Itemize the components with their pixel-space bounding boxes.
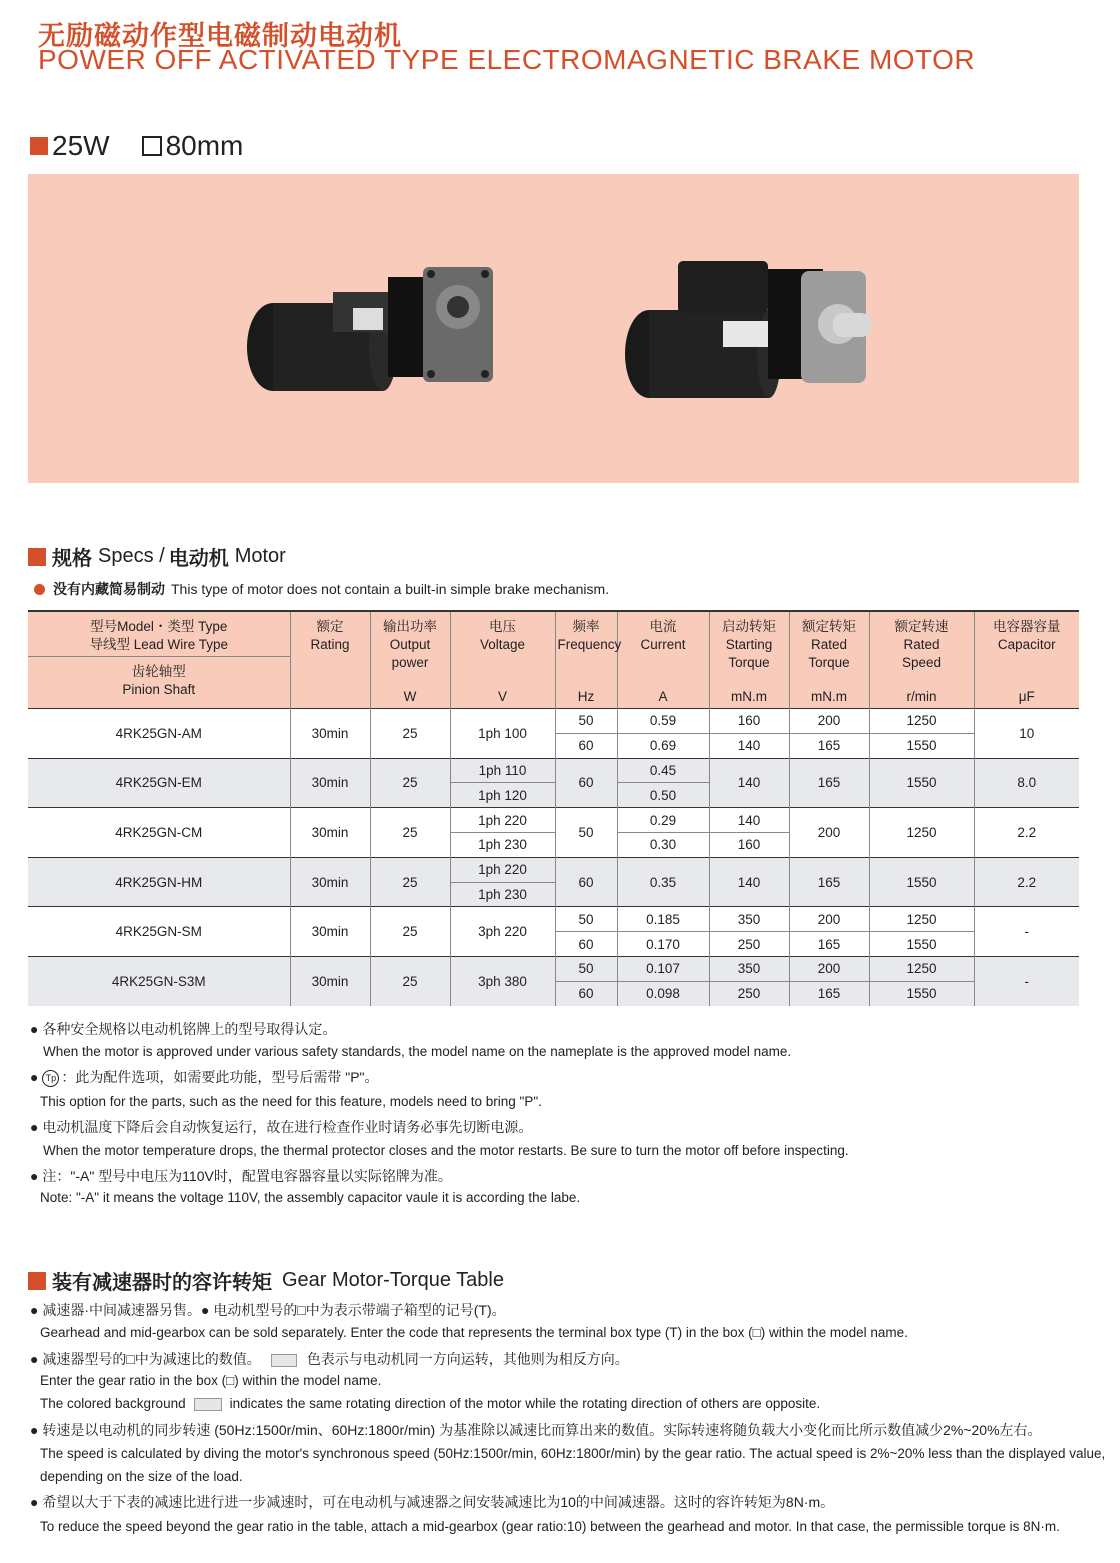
bullet-dot-icon [34,584,45,595]
current-cell: 0.50 [617,783,709,808]
footnote-1-cn: ● 各种安全规格以电动机铭牌上的型号取得认定。 [30,1021,337,1037]
output-cell: 25 [370,907,450,957]
header-voltage: 电压 Voltage V [450,611,555,709]
header-rated-torque: 额定转矩 Rated Torque mN.m [789,611,869,709]
header-current: 电流 Current A [617,611,709,709]
rated-speed-cell: 1550 [869,981,974,1005]
gear-note-2-cn: ● 减速器型号的□中为减速比的数值。 色表示与电动机同一方向运转，其他则为相反方向。 [30,1351,629,1367]
rated-torque-cell: 200 [789,907,869,932]
rated-speed-cell: 1250 [869,956,974,981]
current-cell: 0.185 [617,907,709,932]
output-cell: 25 [370,956,450,1005]
starting-torque-cell: 140 [709,808,789,833]
current-cell: 0.35 [617,857,709,907]
frequency-cell: 50 [555,709,617,734]
current-cell: 0.29 [617,808,709,833]
header-capacitor: 电容器容量 Capacitor μF [974,611,1079,709]
rating-cell: 30min [290,808,370,858]
rated-speed-cell: 1550 [869,758,974,808]
brake-note-en: This type of motor does not contain a built-in simple brake mechanism. [171,581,610,597]
motor-image-right [613,249,883,409]
rated-torque-cell: 200 [789,808,869,858]
frequency-cell: 60 [555,981,617,1005]
footnote-4-cn: ● 注："-A" 型号中电压为110V时，配置电容器容量以实际铭牌为准。 [30,1168,452,1184]
rated-torque-cell: 165 [789,758,869,808]
gear-note-2-en-b: The colored background indicates the same rotating direction of the motor while the rotating direction of others are opposite. [40,1396,821,1411]
rated-speed-cell: 1550 [869,932,974,957]
gray-background-swatch [194,1398,222,1411]
current-cell: 0.69 [617,733,709,758]
power-label: 25W [52,130,110,161]
frequency-cell: 60 [555,932,617,957]
header-rated-speed: 额定转速 Rated Speed r/min [869,611,974,709]
gear-note-3-en-2: depending on the size of the load. [40,1469,243,1484]
header-frequency: 频率 Frequency Hz [555,611,617,709]
model-cell: 4RK25GN-SM [28,907,290,957]
voltage-cell: 1ph 220 [450,857,555,882]
rated-torque-cell: 165 [789,932,869,957]
rated-speed-cell: 1550 [869,733,974,758]
rated-speed-cell: 1250 [869,709,974,734]
capacitor-cell: 2.2 [974,857,1079,907]
model-cell: 4RK25GN-AM [28,709,290,759]
capacitor-cell: - [974,907,1079,957]
model-cell: 4RK25GN-HM [28,857,290,907]
starting-torque-cell: 140 [709,758,789,808]
brake-note-cn: 没有内藏简易制动 [53,581,165,597]
capacitor-cell: - [974,956,1079,1005]
specs-title-cn: 规格 [52,548,92,570]
table-header-row [28,611,1079,709]
starting-torque-cell: 140 [709,857,789,907]
frequency-cell: 50 [555,956,617,981]
spec-heading [30,130,243,162]
title-en: POWER OFF ACTIVATED TYPE ELECTROMAGNETIC BRAKE MOTOR [38,44,976,75]
rating-cell: 30min [290,857,370,907]
current-cell: 0.30 [617,832,709,857]
table-row [28,857,1079,882]
output-cell: 25 [370,709,450,759]
gear-note-1-cn: ● 减速器·中间减速器另售。● 电动机型号的□中为表示带端子箱型的记号(T)。 [30,1302,506,1318]
gear-section-heading [28,1266,504,1295]
capacitor-cell: 8.0 [974,758,1079,808]
filled-square-icon [30,137,48,155]
frequency-cell: 60 [555,857,617,907]
current-cell: 0.59 [617,709,709,734]
output-cell: 25 [370,758,450,808]
rating-cell: 30min [290,956,370,1005]
current-cell: 0.107 [617,956,709,981]
voltage-cell: 1ph 110 [450,758,555,783]
voltage-cell: 1ph 230 [450,832,555,857]
table-row [28,808,1079,833]
motor-title-cn: 电动机 [168,548,229,570]
header-output: 输出功率 Output power W [370,611,450,709]
table-row [28,758,1079,783]
rated-torque-cell: 200 [789,956,869,981]
filled-square-icon [28,548,46,566]
voltage-cell: 1ph 120 [450,783,555,808]
title-cn: 无励磁动作型电磁制动电动机 [38,21,402,51]
gear-title-en: Gear Motor-Torque Table [282,1269,504,1291]
starting-torque-cell: 140 [709,733,789,758]
model-cell: 4RK25GN-S3M [28,956,290,1005]
frequency-cell: 50 [555,808,617,858]
rated-torque-cell: 165 [789,733,869,758]
header-starting-torque: 启动转矩 Starting Torque mN.m [709,611,789,709]
outline-square-icon [142,136,162,156]
footnote-2-en: This option for the parts, such as the need for this feature, models need to bring "P". [40,1094,542,1109]
footnote-3-cn: ● 电动机温度下降后会自动恢复运行，故在进行检查作业时请务必事先切断电源。 [30,1119,533,1135]
specs-section-heading [28,542,286,571]
rated-speed-cell: 1550 [869,857,974,907]
starting-torque-cell: 350 [709,956,789,981]
product-photo-band [28,174,1079,483]
capacitor-cell: 2.2 [974,808,1079,858]
footnote-3-en: When the motor temperature drops, the thermal protector closes and the motor restarts. Be sure to turn the motor off before inspecting. [43,1143,849,1158]
starting-torque-cell: 160 [709,709,789,734]
brake-note [34,579,609,599]
rating-cell: 30min [290,907,370,957]
output-cell: 25 [370,808,450,858]
motor-image-left [233,252,513,402]
gear-note-3-cn: ● 转速是以电动机的同步转速 (50Hz:1500r/min、60Hz:1800r/min) 为基准除以减速比而算出来的数值。实际转速将随负载大小变化而比所示数值减少2%~20%左右。 [30,1422,1042,1438]
starting-torque-cell: 250 [709,981,789,1005]
rated-torque-cell: 165 [789,857,869,907]
motor-title-en: Motor [234,545,286,567]
rating-cell: 30min [290,758,370,808]
model-cell: 4RK25GN-CM [28,808,290,858]
gear-note-4-cn: ● 希望以大于下表的减速比进行进一步减速时，可在电动机与减速器之间安装减速比为10的中间减速器。这时的容许转矩为8N·m。 [30,1494,835,1510]
specs-title-en: Specs / [98,545,165,567]
voltage-cell: 1ph 230 [450,882,555,907]
current-cell: 0.098 [617,981,709,1005]
model-cell: 4RK25GN-EM [28,758,290,808]
current-cell: 0.45 [617,758,709,783]
frequency-cell: 60 [555,733,617,758]
footnote-4-en: Note: "-A" it means the voltage 110V, the assembly capacitor vaule it is according the labe. [40,1190,581,1205]
tp-option-icon: Tp [42,1070,59,1087]
voltage-cell: 1ph 220 [450,808,555,833]
table-row [28,709,1079,734]
table-row [28,907,1079,932]
gear-note-3-en: The speed is calculated by diving the motor's synchronous speed (50Hz:1500r/min, 60Hz:1800r/min) by the gear ratio. The actual speed is 2%~20% less than the displayed value, [40,1446,1106,1461]
specs-table [28,610,1079,1006]
gear-note-1-en: Gearhead and mid-gearbox can be sold separately. Enter the code that represents the terminal box type (T) in the box (□) within the model name. [40,1325,908,1340]
current-cell: 0.170 [617,932,709,957]
voltage-cell: 1ph 100 [450,709,555,759]
output-cell: 25 [370,857,450,907]
filled-square-icon [28,1272,46,1290]
capacitor-cell: 10 [974,709,1079,759]
header-model: 型号Model・类型 Type 导线型 Lead Wire Type 齿轮轴型 Pinion Shaft [28,611,290,709]
rated-torque-cell: 165 [789,981,869,1005]
voltage-cell: 3ph 380 [450,956,555,1005]
frame-size-label: 80mm [165,130,244,161]
rated-torque-cell: 200 [789,709,869,734]
rated-speed-cell: 1250 [869,808,974,858]
starting-torque-cell: 350 [709,907,789,932]
gear-title-cn: 装有减速器时的容许转矩 [52,1272,272,1294]
frequency-cell: 60 [555,758,617,808]
gear-note-4-en: To reduce the speed beyond the gear ratio in the table, attach a mid-gearbox (gear ratio:10) between the gearhead and motor. In that case, the permissible torque is 8N·m. [40,1519,1060,1534]
rated-speed-cell: 1250 [869,907,974,932]
table-row [28,956,1079,981]
starting-torque-cell: 160 [709,832,789,857]
rating-cell: 30min [290,709,370,759]
footnote-1-en: When the motor is approved under various safety standards, the model name on the nameplate is the approved model name. [43,1044,792,1059]
header-rating: 额定 Rating [290,611,370,709]
frequency-cell: 50 [555,907,617,932]
gray-background-swatch [271,1354,297,1367]
voltage-cell: 3ph 220 [450,907,555,957]
starting-torque-cell: 250 [709,932,789,957]
footnote-2-cn: ● Tp ：此为配件选项，如需要此功能，型号后需带 "P"。 [30,1069,379,1085]
gear-note-2-en: Enter the gear ratio in the box (□) within the model name. [40,1373,382,1388]
